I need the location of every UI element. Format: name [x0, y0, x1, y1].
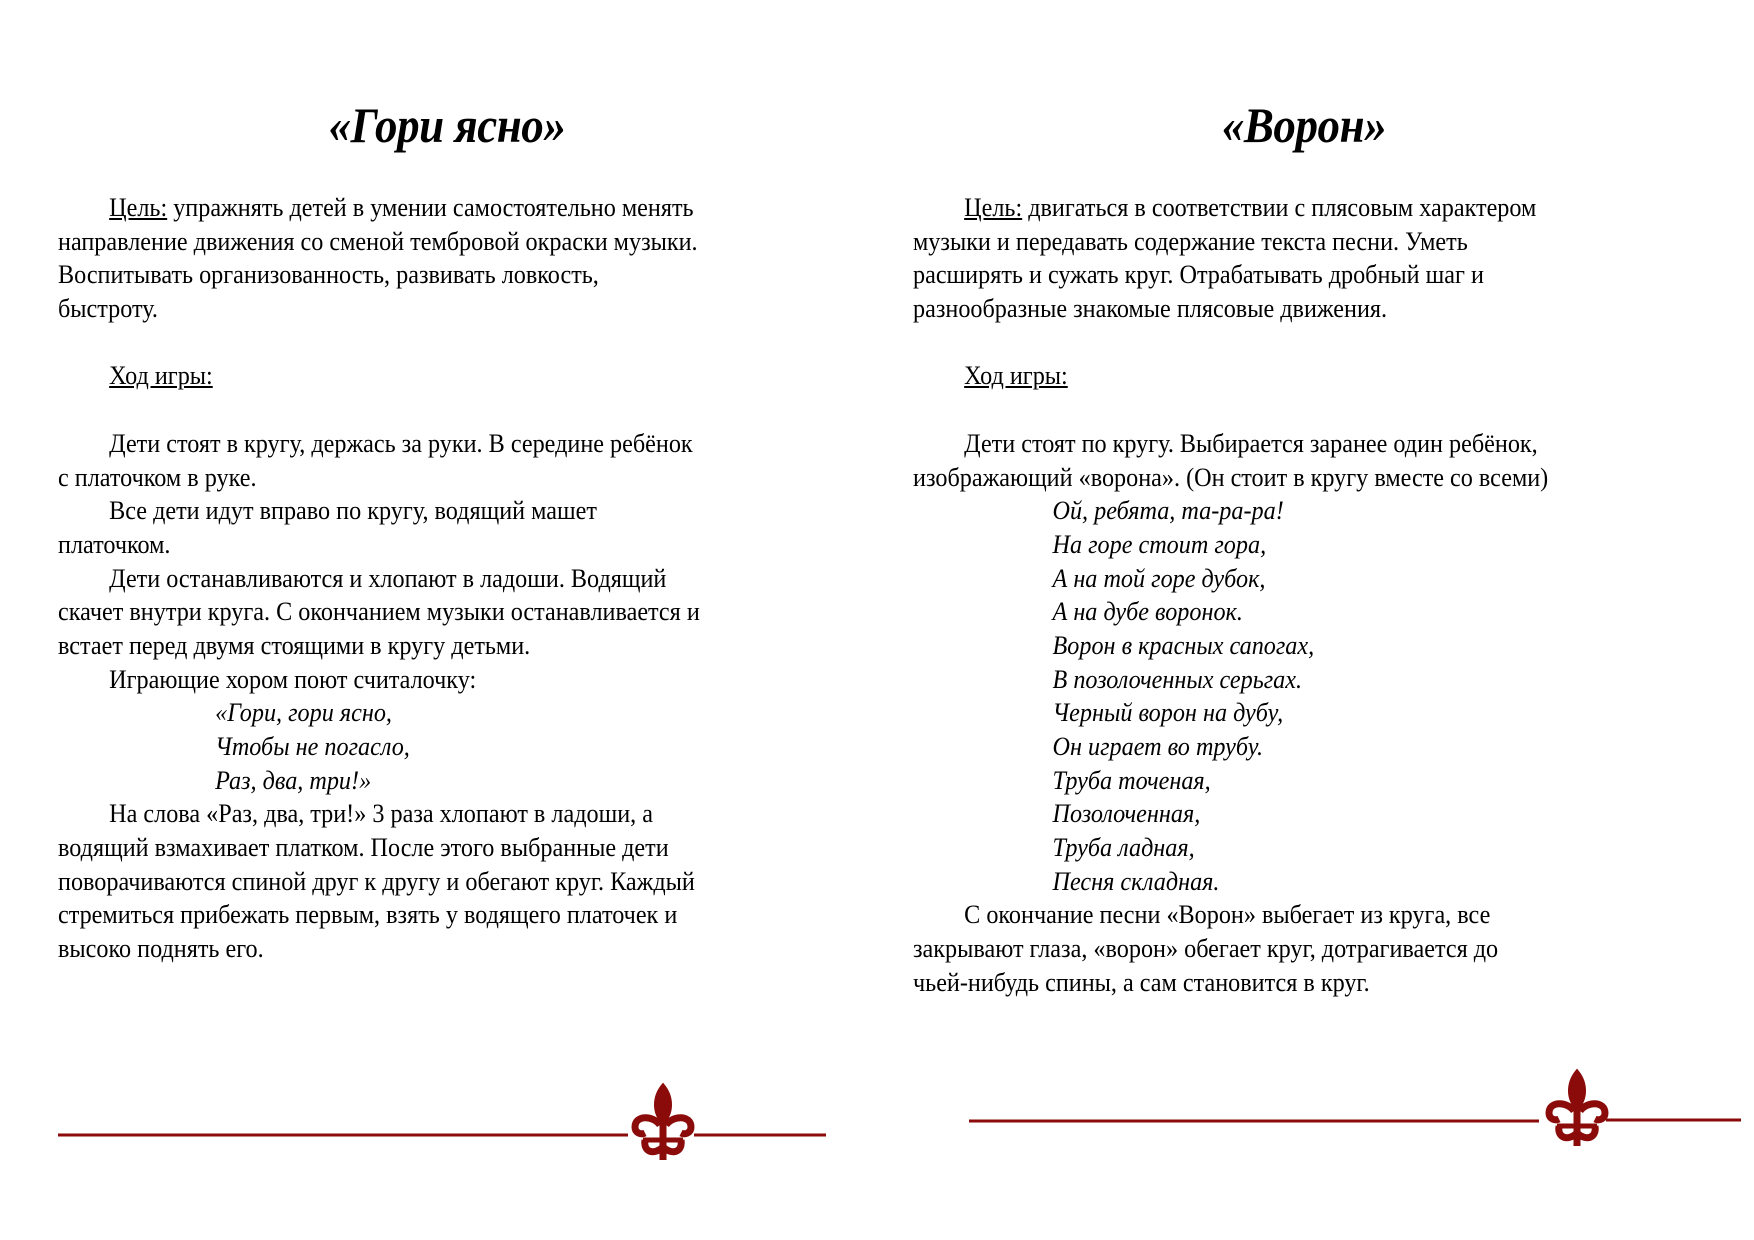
text-line: [58, 562, 700, 596]
text-line: [58, 461, 700, 495]
text-line: [913, 966, 1548, 1000]
line-text: поворачиваются спиной друг к другу и обегают круг. Каждый: [58, 866, 695, 896]
text-line: [58, 797, 700, 831]
line-text: Труба точеная,: [1052, 765, 1211, 795]
verse-line: [913, 764, 1548, 798]
line-text: высоко поднять его.: [58, 934, 264, 964]
line-text: с платочком в руке.: [58, 462, 257, 492]
right-column-text: [913, 191, 1596, 1000]
text-line: [913, 427, 1548, 461]
line-text: музыки и передавать содержание текста песни. Уметь: [913, 226, 1468, 256]
verse-line: [913, 730, 1548, 764]
verse-line: [58, 696, 700, 730]
line-text: Дети стоят в кругу, держась за руки. В середине ребёнок: [109, 428, 693, 458]
text-line: [58, 865, 700, 899]
text-line: [913, 326, 1548, 360]
text-line: [58, 427, 700, 461]
line-text: Дети стоят по кругу. Выбирается заранее один ребёнок,: [964, 428, 1538, 458]
text-line: [58, 528, 700, 562]
text-line: [913, 461, 1548, 495]
verse-line: [913, 865, 1548, 899]
line-text: двигаться в соответствии с плясовым характером: [1022, 193, 1537, 222]
line-text: Труба ладная,: [1052, 833, 1195, 863]
text-line: [913, 932, 1548, 966]
verse-line: [58, 764, 700, 798]
line-text: изображающий «ворона». (Он стоит в кругу вместе со всеми): [913, 462, 1549, 492]
text-line: [913, 292, 1548, 326]
text-line: [913, 225, 1548, 259]
text-line: [58, 225, 700, 259]
section-label: Ход игры:: [964, 361, 1068, 391]
verse-line: [913, 663, 1548, 697]
line-text: встает перед двумя стоящими в кругу детьми.: [58, 630, 531, 660]
text-line: [913, 359, 1548, 393]
line-text: С окончание песни «Ворон» выбегает из круга, все: [964, 900, 1491, 930]
verse-line: [913, 696, 1548, 730]
fleur-de-lis-icon: [1549, 1071, 1605, 1146]
line-text: платочком.: [58, 529, 171, 559]
left-title: «Гори ясно»: [328, 97, 566, 153]
line-text: упражнять детей в умении самостоятельно менять: [167, 193, 694, 222]
line-text: Ворон в красных сапогах,: [1052, 630, 1315, 660]
left-fleur-divider: [58, 1080, 838, 1165]
line-text: Дети останавливаются и хлопают в ладоши. Водящий: [109, 563, 667, 593]
verse-line: [913, 494, 1548, 528]
line-text: На горе стоит гора,: [1052, 529, 1267, 559]
line-text: «Гори, гори ясно,: [215, 698, 392, 728]
text-line: [913, 898, 1548, 932]
line-text: быстроту.: [58, 294, 158, 324]
verse-line: [913, 797, 1548, 831]
line-text: А на дубе воронок.: [1052, 597, 1243, 627]
text-line: [913, 393, 1548, 427]
text-line: [58, 831, 700, 865]
line-text: водящий взмахивает платком. После этого выбранные дети: [58, 833, 669, 863]
left-column-text: [58, 191, 748, 966]
line-text: скачет внутри круга. С окончанием музыки останавливается и: [58, 597, 700, 627]
text-line: [58, 258, 700, 292]
section-label: Ход игры:: [109, 361, 213, 391]
verse-line: [913, 629, 1548, 663]
text-line: [58, 932, 700, 966]
fleur-de-lis-icon: [635, 1085, 691, 1160]
text-line: [913, 258, 1548, 292]
text-line: [58, 595, 700, 629]
line-text: Он играет во трубу.: [1052, 732, 1264, 761]
line-text: чьей-нибудь спины, а сам становится в круг.: [913, 967, 1370, 997]
line-text: Ой, ребята, та-ра-ра!: [1052, 496, 1284, 526]
text-line: [58, 326, 700, 360]
text-line: [58, 663, 700, 697]
right-title: «Ворон»: [1221, 97, 1387, 153]
line-text: А на той горе дубок,: [1052, 563, 1266, 593]
text-line: [58, 393, 700, 427]
line-text: стремиться прибежать первым, взять у водящего платочек и: [58, 900, 678, 930]
line-text: разнообразные знакомые плясовые движения.: [913, 294, 1388, 324]
line-text: направление движения со сменой тембровой окраски музыки.: [58, 226, 698, 256]
text-line: [58, 898, 700, 932]
verse-line: [913, 528, 1548, 562]
line-text: На слова «Раз, два, три!» 3 раза хлопают в ладоши, а: [109, 799, 653, 829]
verse-line: [58, 730, 700, 764]
verse-line: [913, 831, 1548, 865]
line-text: Позолоченная,: [1052, 799, 1201, 829]
line-text: Чтобы не погасло,: [215, 732, 410, 761]
text-line: [58, 629, 700, 663]
line-text: В позолоченных серьгах.: [1052, 664, 1303, 694]
section-label: Цель:: [109, 193, 168, 222]
line-text: Воспитывать организованность, развивать ловкость,: [58, 260, 599, 290]
line-text: Играющие хором поют считалочку:: [109, 664, 477, 694]
line-text: Все дети идут вправо по кругу, водящий машет: [109, 496, 597, 526]
section-label: Цель:: [964, 193, 1023, 222]
text-line: [58, 494, 700, 528]
text-line: [913, 191, 1548, 225]
line-text: закрывают глаза, «ворон» обегает круг, дотрагивается до: [913, 934, 1499, 964]
line-text: Песня складная.: [1052, 866, 1220, 896]
line-text: расширять и сужать круг. Отрабатывать дробный шаг и: [913, 260, 1484, 290]
text-line: [58, 359, 700, 393]
text-line: [58, 191, 700, 225]
right-fleur-divider: [969, 1066, 1749, 1151]
text-line: [58, 292, 700, 326]
line-text: Черный ворон на дубу,: [1052, 698, 1284, 728]
line-text: Раз, два, три!»: [215, 765, 372, 795]
verse-line: [913, 595, 1548, 629]
verse-line: [913, 562, 1548, 596]
